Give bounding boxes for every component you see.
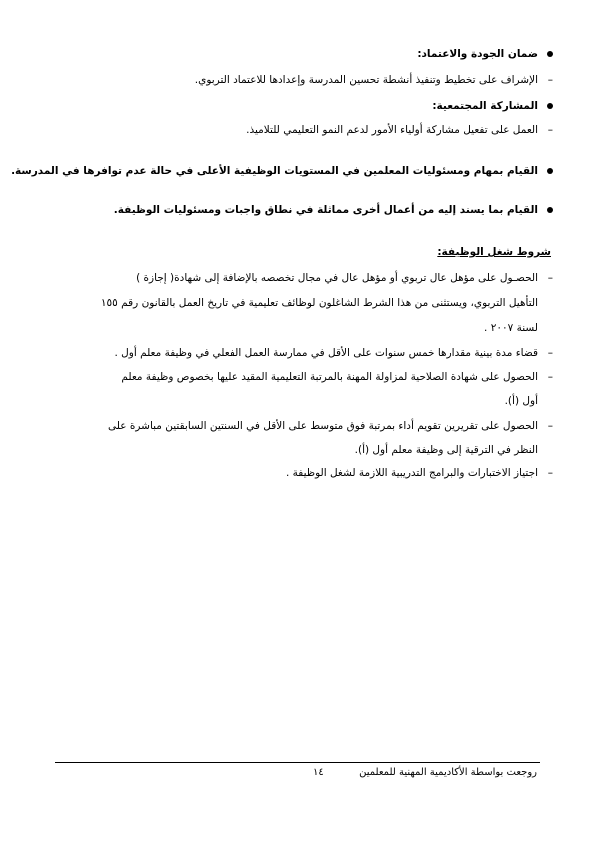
quality-item: الإشراف على تخطيط وتنفيذ أنشطة تحسين المدرسة وإعدادها للاعتماد التربوي. bbox=[194, 74, 538, 86]
bullet-icon bbox=[547, 207, 553, 213]
condition-3-line-2: أول (أ). bbox=[504, 395, 538, 407]
condition-5-text: اجتياز الاختبارات والبرامج التدريبية اللازمة لشغل الوظيفة . bbox=[285, 467, 538, 479]
conditions-heading: شروط شغل الوظيفة: bbox=[437, 246, 551, 258]
condition-2-text: قضاء مدة بينية مقدارها خمس سنوات على الأقل في ممارسة العمل الفعلي في وظيفة معلم أول . bbox=[114, 347, 538, 359]
duty-2-text: القيام بما يسند إليه من أعمال أخرى مماثلة في نطاق واجبات ومسئوليات الوظيفة. bbox=[113, 204, 538, 216]
dash-icon: – bbox=[547, 347, 553, 359]
bullet-icon bbox=[547, 168, 553, 174]
community-title: المشاركة المجتمعية: bbox=[432, 100, 538, 112]
footer-review-note: روجعت بواسطة الأكاديمية المهنية للمعلمين bbox=[359, 767, 537, 778]
condition-3-line-1: الحصول على شهادة الصلاحية لمزاولة المهنة بالمرتبة التعليمية المقيد عليها بخصوص وظيفة معلم bbox=[121, 371, 538, 383]
quality-title: ضمان الجودة والاعتماد: bbox=[417, 48, 538, 60]
dash-icon: – bbox=[547, 74, 553, 86]
dash-icon: – bbox=[547, 420, 553, 432]
condition-1-line-2: التأهيل التربوي، ويستثنى من هذا الشرط الشاغلون لوظائف تعليمية في تاريخ العمل بالقانون رقم ١٥٥ bbox=[100, 297, 538, 309]
condition-1-line-1: الحصـول على مؤهل عال تربوي أو مؤهل عال في مجال تخصصه بالإضافة إلى شهادة( إجازة ) bbox=[136, 272, 538, 284]
bullet-icon bbox=[547, 51, 553, 57]
bullet-icon bbox=[547, 103, 553, 109]
dash-icon: – bbox=[547, 467, 553, 479]
condition-4-line-2: النظر في الترقية إلى وظيفة معلم أول (أ). bbox=[354, 444, 538, 456]
dash-icon: – bbox=[547, 124, 553, 136]
footer-divider bbox=[55, 762, 540, 763]
page-number: ١٤ bbox=[313, 767, 324, 778]
condition-4-line-1: الحصول على تقريرين تقويم أداء بمرتبة فوق متوسط على الأقل في السنتين السابقتين مباشرة على bbox=[108, 420, 538, 432]
community-item: العمل على تفعيل مشاركة أولياء الأمور لدعم النمو التعليمي للتلاميذ. bbox=[246, 124, 538, 136]
duty-1-text: القيام بمهام ومسئوليات المعلمين في المستويات الوظيفية الأعلى في حالة عدم توافرها في المدرسة. bbox=[11, 165, 538, 177]
dash-icon: – bbox=[547, 371, 553, 383]
condition-1-line-3: لسنة ٢٠٠٧ . bbox=[484, 322, 538, 334]
dash-icon: – bbox=[547, 272, 553, 284]
